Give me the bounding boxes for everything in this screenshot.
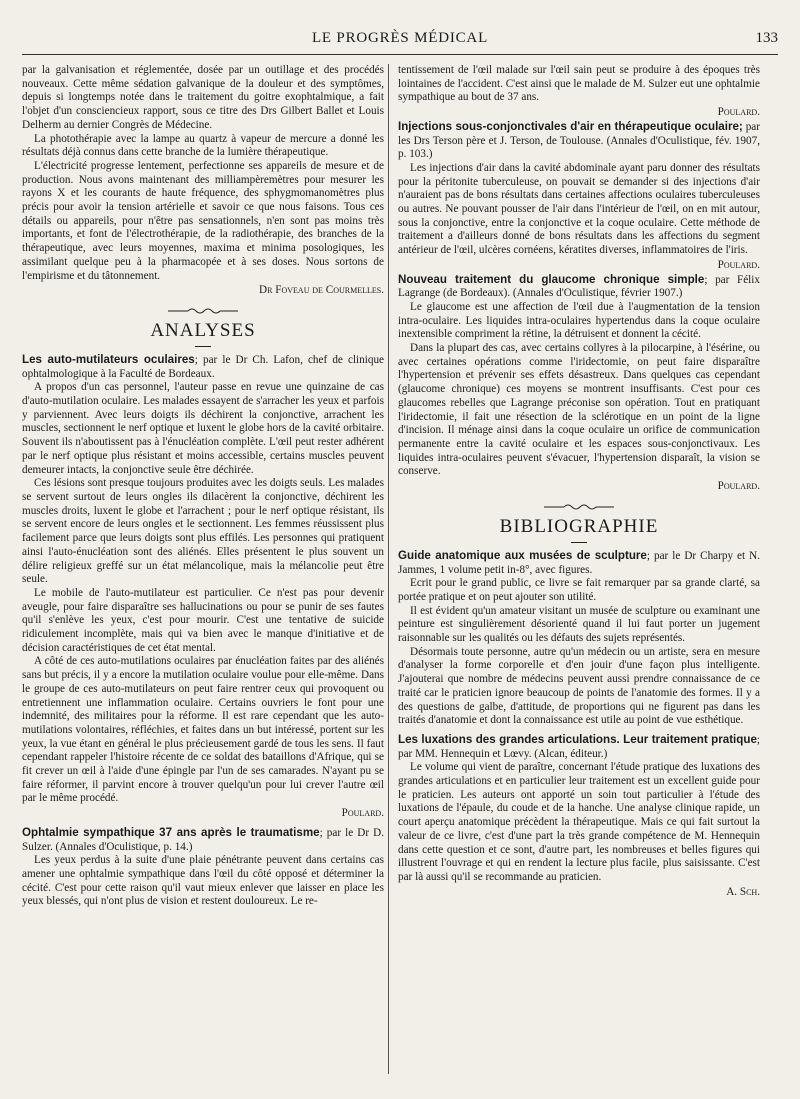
paragraph: Il est évident qu'un amateur visitant un musée de sculpture ou examinant une peinture est singulièrement désorienté quand il lui faut porter un jugement raisonnable sur les qualités ou les défauts des sujets représentés. [398, 604, 760, 645]
paragraph: A propos d'un cas personnel, l'auteur passe en revue une quinzaine de cas d'auto-mutilation oculaire. Les malades essayent de s'arracher les yeux et parfois y parviennent. Avec leurs doigts ils déchirent la conjonctive, arrachent les muscles, sectionnent le nerf optique et luxent le globe hors de la cavité orbitaire. Souvent ils n'aboutissent pas à l'énucléation complète. L'œil peut rester adhérent par le nerf optique plus résistant et moins accessible, certains muscles peuvent demeurer intacts, la conjonctive seule être déchirée. [22, 381, 384, 476]
article-byline: ; par le Dr D. Sulzer. (Annales d'Oculistique, p. 14.) [22, 826, 384, 853]
right-column [398, 64, 760, 899]
ornament-divider [168, 306, 238, 316]
paragraph: Dans la plupart des cas, avec certains collyres à la pilocarpine, à l'ésérine, ou avec certaines opérations comme l'iridectomie, on peut faire disparaître l'hypertension et prévenir ses effets désastreux. Dans quelques cas cependant (glaucome chronique) ces moyens se montrent insuffisants. C'est pour ces glaucomes rebelles que Lagrange préconise son opération. Tout en pratiquant l'iridectomie, il fait une résection de la sclérotique en un point de la ligne d'incision. Il ménage ainsi dans la coque oculaire un orifice de communication permanente entre la cavité oculaire et les espaces sous-conjonctivaux. Les liquides intra-oculaires peuvent s'évacuer, l'hypertension disparaît, la vision se conserve. [398, 342, 760, 478]
signature: A. Sch. [726, 885, 760, 898]
paragraph: par la galvanisation et réglementée, dosée par un outillage et des procédés nouveaux. Cette même sédation galvanique de la douleur et des symptômes, depuis si longtemps notée dans le traitement du goitre exophtalmique, a fait l'objet d'un consciencieux rapport, sous ce titre des Drs Gilbert Ballet et Louis Delherm au dernier Congrès de Médecine. [22, 64, 384, 131]
paragraph: Les injections d'air dans la cavité abdominale ayant paru donner des résultats pour la péritonite tuberculeuse, on pouvait se demander si des injections d'air n'auraient pas de bons résultats dans certaines affections oculaires tuberculeuses ou autres. Ne pouvant pousser de l'air dans l'intérieur de l'œil, on en mit autour, sous la conjonctive, entre la conjonctive et la coque oculaire. Cette méthode de traitement a d'ailleurs donné de bons résultats dans les affections du segment antérieur de l'œil, ulcères cornéens, kératites diverses, inflammatoires de l'iris. [398, 161, 760, 257]
article-byline: ; par MM. Hennequin et Lœvy. (Alcan, éditeur.) [398, 733, 760, 760]
article-title-line [22, 353, 384, 381]
left-column [22, 64, 384, 909]
paragraph: A côté de ces auto-mutilations oculaires par énucléation faites par des aliénés sans but précis, il y a encore la mutilation oculaire voulue pour elle-même. Dans le groupe de ces auto-mutilateurs on peut faire rentrer ceux qui provoquent ou entretiennent une inflammation oculaire. Certains ouvriers le font pour une indemnité, des militaires pour la réforme. Il est rare cependant que les auto-mutilations volontaires, réfléchies, et faites dans un but intéressé, portent sur les yeux, la vue étant en général le plus précieusement gardé de tous les sens. Il faut cependant rappeler l'histoire récente de ce soldat des bataillons d'Afrique, qui se fit crever un œil à l'aide d'une épingle par l'un de ses camarades. N'ayant pu se faire réformer, il parvint encore à trouver quelqu'un pour lui crever l'autre œil par le même procédé. [22, 655, 384, 805]
article-byline: ; par le Dr Ch. Lafon, chef de clinique ophtalmologique à la Faculté de Bordeaux. [22, 353, 385, 380]
signature: Poulard. [717, 480, 760, 493]
paragraph: Ces lésions sont presque toujours produites avec les doigts seuls. Les malades se servent surtout de leurs ongles ils dilacèrent la conjonctive, déchirent les muscles droits, luxent le globe et l'arrachent ; pour le nerf optique résistant, ils se servent encore de leurs ongles et le sectionnent. Les femmes réussissent plus facilement parce que leurs doigts sont plus effilés. Les personnes qui pratiquent ainsi l'auto-énucléation sont des aliénés. Elles présentent le plus souvent un délire religieux greffé sur un état mélancolique, mais la mélancolie peut être seule. [22, 477, 384, 586]
signature: Poulard. [717, 258, 760, 271]
article-title: Nouveau traitement du glaucome chronique simple [398, 272, 705, 286]
article-byline: ; par Félix Lagrange (de Bordeaux). (Annales d'Oculistique, février 1907.) [398, 273, 760, 300]
article-title-line [398, 549, 760, 577]
article-title: Les auto-mutilateurs oculaires [22, 352, 195, 366]
running-header [22, 28, 778, 55]
heading-dash [195, 346, 211, 347]
article-title-line [398, 120, 760, 162]
paragraph: tentissement de l'œil malade sur l'œil sain peut se produire à des époques très lointaines de l'accident. C'est ainsi que le malade de M. Sulzer eut une ophtalmie sympathique au bout de 37 ans. [398, 64, 760, 104]
paragraph: Désormais toute personne, autre qu'un médecin ou un artiste, sera en mesure d'analyser la forme corporelle et d'en jouir d'une façon plus intelligente. J'ajouterai que nombre de médecins peuvent aussi prendre connaissance de ce traité car le praticien ignore beaucoup de points de l'anatomie des formes. Il y a des questions de galbe, d'attitude, de proportions qui ne figurent pas dans les traités d'anatomie et dont la connaissance est utile au point de vue esthétique. [398, 645, 760, 727]
journal-title: LE PROGRÈS MÉDICAL [311, 30, 489, 46]
article-title-line [398, 733, 760, 761]
paragraph: Le glaucome est une affection de l'œil due à l'augmentation de la tension intra-oculaire. Les liquides intra-oculaires hypertendus dans la coque oculaire inextensible compriment la rétine, la détruisent et donnent la cécité. [398, 300, 760, 341]
paragraph: Le volume qui vient de paraître, concernant l'étude pratique des luxations des grandes articulations et en particulier leur traitement est un excellent guide pour le praticien. Les auteurs ont apporté un soin tout particulier à l'étude des luxations de l'épaule, du coude et de la hanche. Une analyse clinique rapide, un court aperçu anatomique précèdent la thérapeutique. Mais ce qui fait surtout la valeur de ce livre, c'est d'une part la très grande compétence de M. Hennequin dans cette question et ce sont, d'autre part, les nombreuses et belles figures qui illustrent l'ouvrage et qui en rendent la lecture plus facile, plus saisissante. C'est par là aussi qu'il se recommande au praticien. [398, 761, 760, 883]
heading-dash [571, 542, 587, 543]
column-divider [388, 64, 389, 1074]
section-heading: ANALYSES [150, 319, 256, 341]
article-title: Injections sous-conjonctivales d'air en thérapeutique oculaire; [398, 119, 743, 133]
article-byline: par les Drs Terson père et J. Terson, de Toulouse. (Annales d'Oculistique, fév. 1907, p. 103.) [398, 120, 760, 161]
signature: Poulard. [341, 807, 384, 820]
article-title: Guide anatomique aux musées de sculpture [398, 548, 647, 562]
paragraph: L'électricité progresse lentement, perfectionne ses appareils de mesure et de production. Nous avons maintenant des milliampèremètres pour mesurer les rayons X et les courants de haute fréquence, des sphygmomanomètres plus précis pour avoir la tension artérielle et savoir ce que nous faisons. Tous ces détails ou appareils, pour n'être pas sensationnels, n'en sont pas moins très importants, et font de l'électrothérapie, de la radiothérapie, des branches de la thérapeutique, avec leurs moyennes, maxima et minima posologiques, les assimilant quelque peu à la pharmacopée et à ses doses. Nous sortons de l'empirisme et du tâtonnement. [22, 159, 384, 282]
article-byline: ; par le Dr Charpy et N. Jammes, 1 volume petit in-8°, avec figures. [398, 549, 760, 576]
article-title: Les luxations des grandes articulations. Leur traitement pratique [398, 732, 757, 746]
page-number: 133 [755, 30, 778, 46]
article-title-line [22, 826, 384, 854]
paragraph: Ecrit pour le grand public, ce livre se fait remarquer par sa grande clarté, sa portée pratique et on peut ajouter son utilité. [398, 577, 760, 603]
article-title-line [398, 273, 760, 301]
paragraph: Le mobile de l'auto-mutilateur est particulier. Ce n'est pas pour devenir aveugle, pour faire disparaître ses hallucinations ou pour se punir de ses fautes qu'il s'enlève les yeux, c'est pour mourir. C'est une tentative de suicide ridiculement incomplète, mais qui va bien avec le manque d'initiative et de décision caractéristiques de cet état mental. [22, 586, 384, 654]
article-title: Ophtalmie sympathique 37 ans après le traumatisme [22, 825, 320, 839]
ornament-divider [544, 502, 614, 512]
signature: Dr Foveau de Courmelles. [259, 284, 384, 297]
paragraph: Les yeux perdus à la suite d'une plaie pénétrante peuvent dans certains cas amener une ophtalmie sympathique dans l'œil du côté opposé et déterminer la cécité. C'est pour cette raison qu'il vaut mieux enlever que laisser en place les yeux blessés, qui n'ont plus de vision et restent douloureux. Le re- [22, 854, 384, 908]
signature: Poulard. [717, 106, 760, 119]
section-heading: BIBLIOGRAPHIE [499, 515, 659, 537]
paragraph: La photothérapie avec la lampe au quartz à vapeur de mercure a donné les résultats déjà connus dans cette branche de la lumière thérapeutique. [22, 132, 384, 159]
